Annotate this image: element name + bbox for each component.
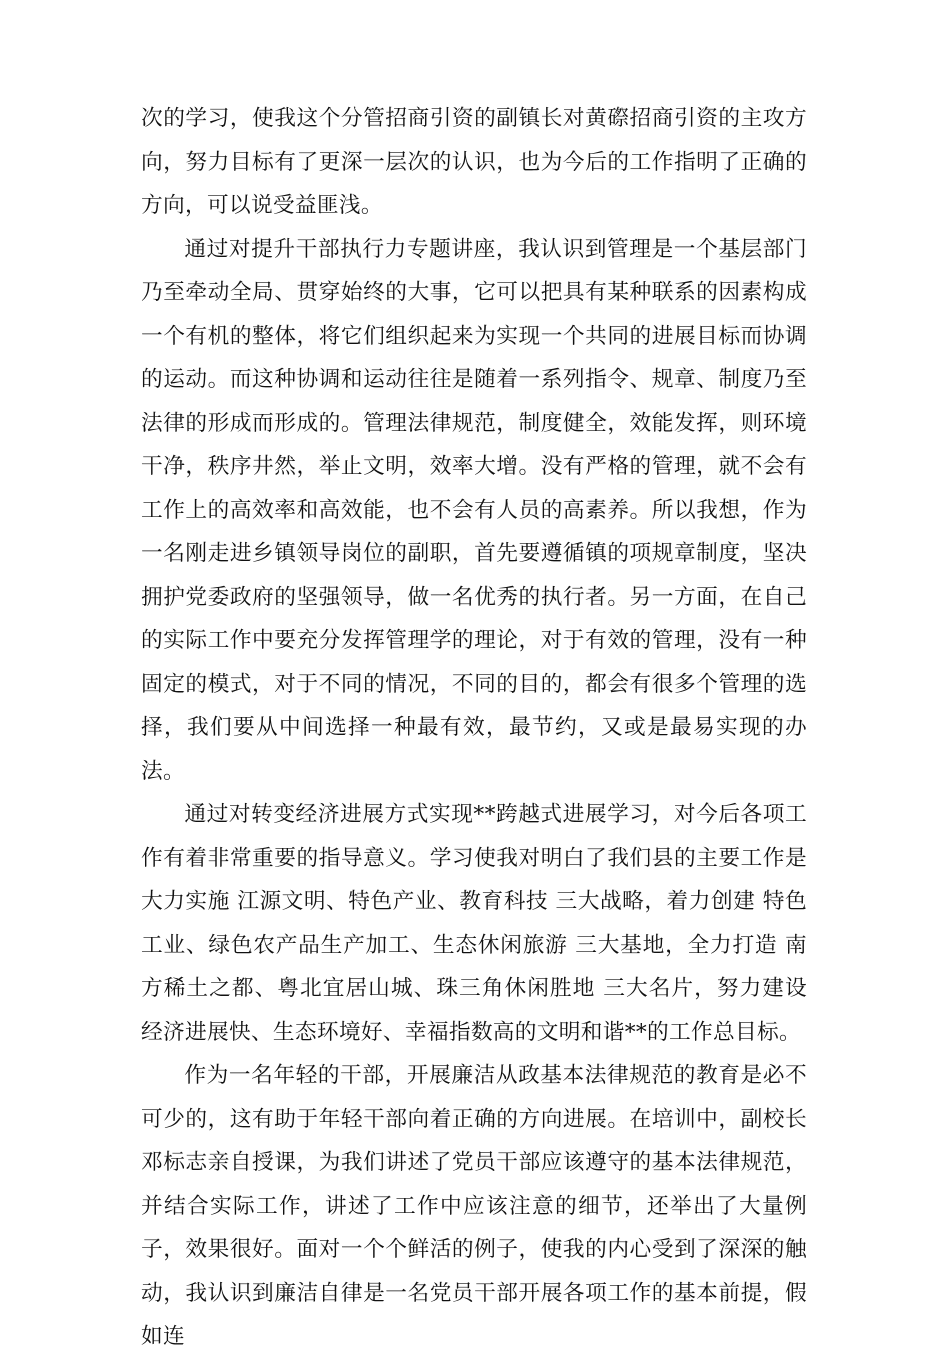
- paragraph-4: 作为一名年轻的干部，开展廉洁从政基本法律规范的教育是必不可少的，这有助于年轻干部向着正确的方向进展。在培训中，副校长邓标志亲自授课，为我们讲述了党员干部应该遵守的基本法律规范，并结合实际工作，讲述了工作中应该注意的细节，还举出了大量例子，效果很好。面对一个个鲜活的例子，使我的内心受到了深深的触动，我认识到廉洁自律是一名党员干部开展各项工作的基本前提，假如连: [141, 1063, 807, 1349]
- paragraph-2: 通过对提升干部执行力专题讲座，我认识到管理是一个基层部门乃至牵动全局、贯穿始终的大事，它可以把具有某种联系的因素构成一个有机的整体，将它们组织起来为实现一个共同的进展目标而协调的运动。而这种协调和运动往往是随着一系列指令、规章、制度乃至法律的形成而形成的。管理法律规范，制度健全，效能发挥，则环境干净，秩序井然，举止文明，效率大增。没有严格的管理，就不会有工作上的高效率和高效能，也不会有人员的高素养。所以我想，作为一名刚走进乡镇领导岗位的副职，首先要遵循镇的项规章制度，坚决拥护党委政府的坚强领导，做一名优秀的执行者。另一方面，在自己的实际工作中要充分发挥管理学的理论，对于有效的管理，没有一种固定的模式，对于不同的情况，不同的目的，都会有很多个管理的选择，我们要从中间选择一种最有效，最节约，又或是最易实现的办法。: [141, 236, 807, 784]
- paragraph-3: 通过对转变经济进展方式实现**跨越式进展学习，对今后各项工作有着非常重要的指导意义。学习使我对明白了我们县的主要工作是大力实施 江源文明、特色产业、教育科技 三大战略，着力创建 特色工业、绿色农产品生产加工、生态休闲旅游 三大基地，全力打造 南方稀土之都、粤北宜居山城、珠三角休闲胜地 三大名片，努力建设经济进展快、生态环境好、幸福指数高的文明和谐**的工作总目标。: [141, 802, 807, 1045]
- paragraph-1: 次的学习，使我这个分管招商引资的副镇长对黄磜招商引资的主攻方向，努力目标有了更深一层次的认识，也为今后的工作指明了正确的方向，可以说受益匪浅。: [141, 106, 807, 218]
- document-page: [141, 97, 807, 1359]
